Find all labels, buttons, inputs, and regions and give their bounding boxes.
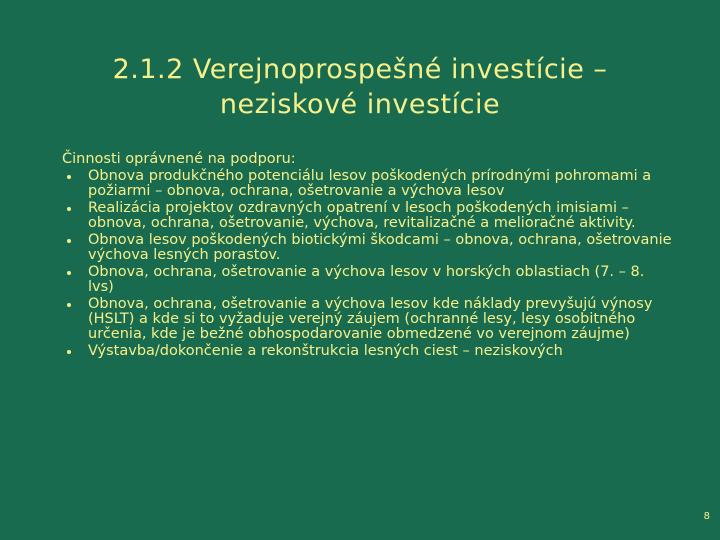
- bullet-item: [62, 344, 672, 359]
- bullet-item: [62, 169, 672, 199]
- bullet-list: [62, 169, 672, 359]
- page-number: 8: [703, 511, 710, 522]
- bullet-text: Obnova produkčného potenciálu lesov poškodených prírodnými pohromami a požiarmi – obnova, ochrana, ošetrovanie a výchova lesov: [88, 168, 652, 199]
- bullet-text: Realizácia projektov ozdravných opatrení v lesoch poškodených imisiami – obnova, ochrana, ošetrovanie, výchova, revitalizačné a melioračné aktivity.: [88, 200, 636, 231]
- bullet-item: [62, 265, 672, 295]
- bullet-text: Obnova, ochrana, ošetrovanie a výchova lesov v horských oblastiach (7. – 8. lvs): [88, 264, 645, 295]
- bullet-item: [62, 233, 672, 263]
- intro-text: Činnosti oprávnené na podporu:: [62, 151, 296, 167]
- bullet-dot-icon: [67, 271, 71, 275]
- bullet-text: Výstavba/dokončenie a rekonštrukcia lesných ciest – neziskových: [88, 343, 563, 359]
- bullet-dot-icon: [67, 303, 71, 307]
- bullet-text: Obnova, ochrana, ošetrovanie a výchova lesov kde náklady prevyšujú výnosy (HSLT) a kde si to vyžaduje verejný záujem (ochranné lesy, lesy osobitného určenia, kde je bežné obhospodarovanie obmedzené vo verejnom záujme): [88, 296, 653, 342]
- bullet-text: Obnova lesov poškodených biotickými škodcami – obnova, ochrana, ošetrovanie výchova lesných porastov.: [88, 232, 672, 263]
- slide-title-line-1: 2.1.2 Verejnoprospešné investície –: [112, 54, 608, 85]
- bullet-dot-icon: [67, 239, 71, 243]
- slide-title-line-2: neziskové investície: [219, 89, 501, 120]
- bullet-dot-icon: [67, 207, 71, 211]
- bullet-item: [62, 201, 672, 231]
- bullet-dot-icon: [67, 350, 71, 354]
- bullet-dot-icon: [67, 175, 71, 179]
- slide-content: [62, 152, 672, 359]
- bullet-item: [62, 297, 672, 342]
- slide-title: [60, 52, 660, 122]
